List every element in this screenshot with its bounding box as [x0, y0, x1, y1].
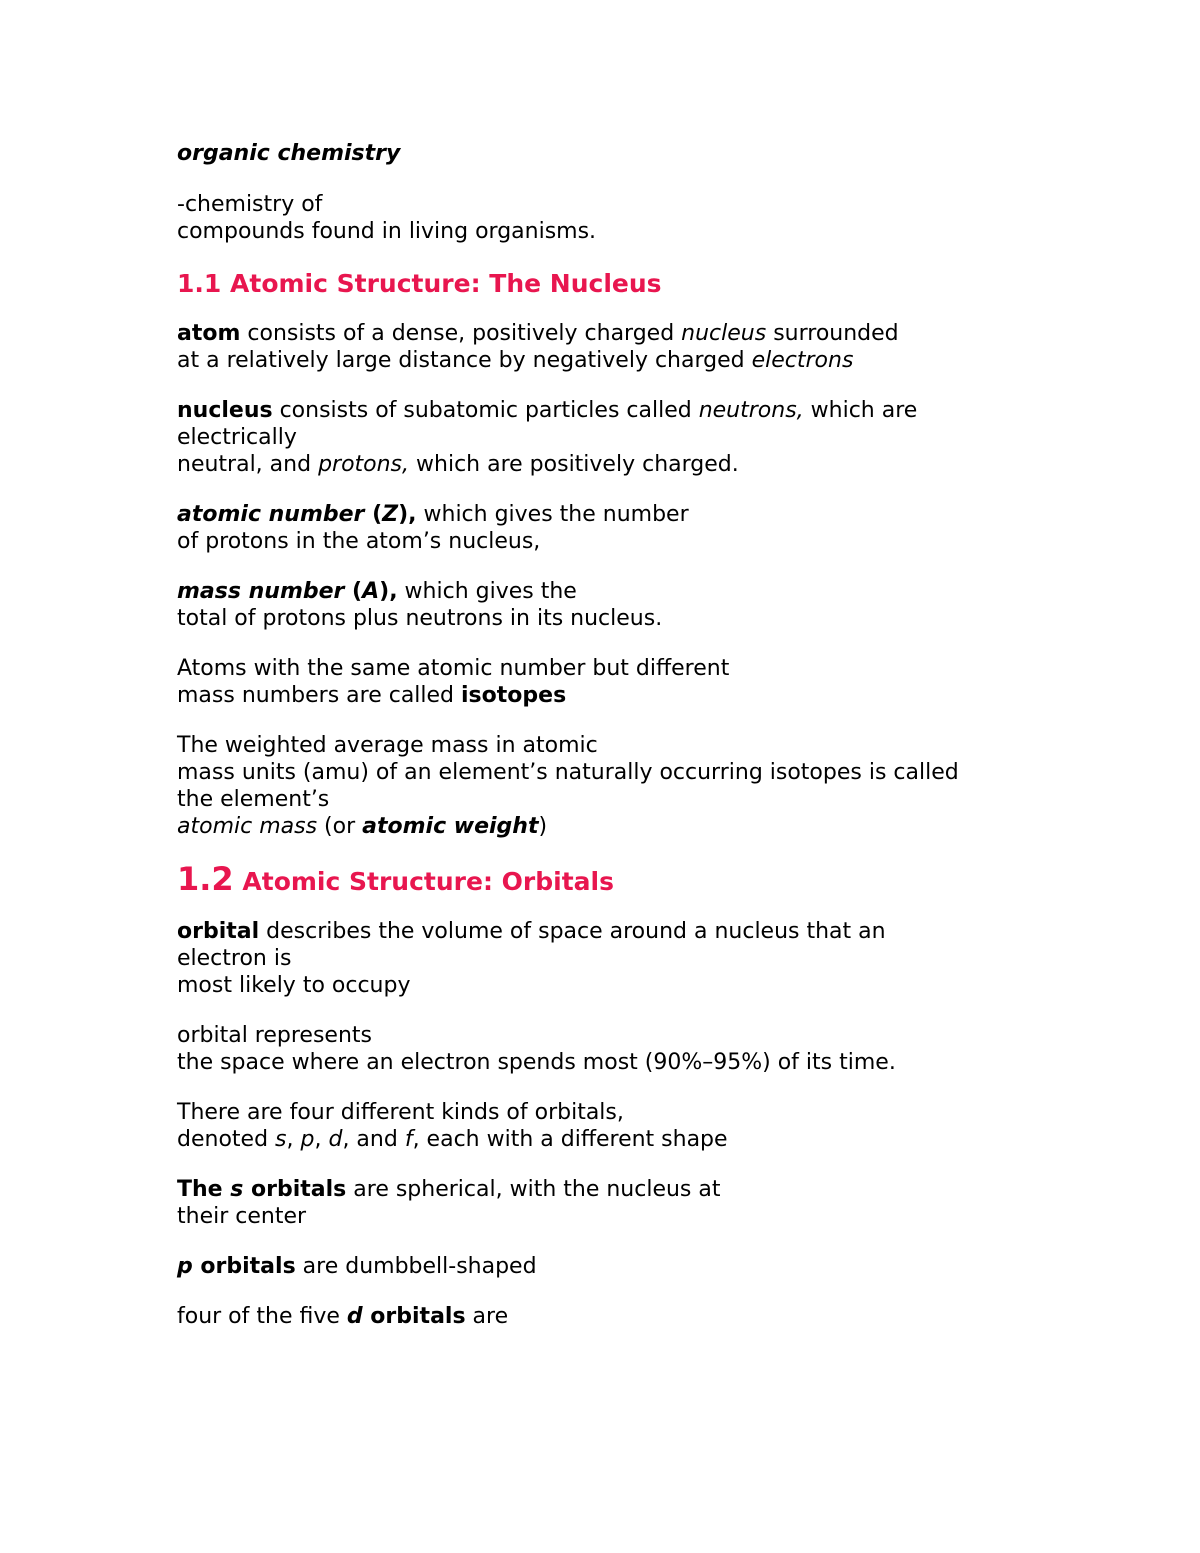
s-orbitals-the: The: [177, 1177, 231, 1202]
atomic-number-open: (: [364, 502, 383, 527]
section-2-title: Atomic Structure: Orbitals: [242, 867, 614, 896]
kinds-line-1: There are four different kinds of orbitals,: [177, 1100, 624, 1125]
kinds-line-2: [177, 1126, 1037, 1153]
protons-term-italic: protons,: [318, 452, 410, 477]
document-page: [177, 140, 1037, 1353]
kind-d: d: [328, 1127, 343, 1152]
orbital-term: orbital: [177, 919, 260, 944]
mass-number-text-1: which gives the: [397, 579, 577, 604]
atomic-mass-open: (or: [317, 814, 363, 839]
atomic-mass-line-2: mass units (amu) of an element’s naturally occurring isotopes is called: [177, 760, 959, 785]
kind-f: f: [404, 1127, 413, 1152]
atomic-number-text-1: which gives the number: [416, 502, 689, 527]
atomic-number-line-2: of protons in the atom’s nucleus,: [177, 529, 541, 554]
kinds-text-2: , each with a different shape: [412, 1127, 728, 1152]
d-orbitals-letter: d: [346, 1304, 363, 1329]
intro-line-2: compounds found in living organisms.: [177, 219, 597, 244]
nucleus-line-2: electrically: [177, 425, 297, 450]
atomic-number-line-1: [177, 501, 1037, 528]
s-orbitals-paragraph: [177, 1176, 1037, 1230]
nucleus-line-1: [177, 397, 1037, 424]
mass-number-paragraph: [177, 578, 1037, 632]
s-orbitals-term: orbitals: [243, 1177, 347, 1202]
atomic-mass-close: ): [538, 814, 548, 839]
orbital-def-text-1: describes the volume of space around a nucleus that an: [259, 919, 886, 944]
intro-line-1: -chemistry of: [177, 192, 323, 217]
section-2-number: 1.2: [177, 860, 234, 898]
s-orbitals-letter: s: [230, 1177, 244, 1202]
atomic-mass-paragraph: [177, 732, 1037, 840]
atom-term: atom: [177, 321, 241, 346]
kinds-sep-1: ,: [286, 1127, 301, 1152]
kinds-sep-2: ,: [314, 1127, 329, 1152]
electrons-term-italic: electrons: [751, 348, 854, 373]
atomic-mass-line-1: The weighted average mass in atomic: [177, 733, 598, 758]
isotopes-line-2: [177, 682, 1037, 709]
d-orbitals-term: orbitals: [362, 1304, 466, 1329]
atom-text-1: consists of a dense, positively charged: [240, 321, 682, 346]
s-orbitals-text-1: are spherical, with the nucleus at: [346, 1177, 721, 1202]
isotopes-line-1: Atoms with the same atomic number but different: [177, 656, 730, 681]
atomic-mass-line-3: the element’s: [177, 787, 330, 812]
mass-number-line-2: total of protons plus neutrons in its nucleus.: [177, 606, 663, 631]
mass-number-open: (: [344, 579, 363, 604]
atom-paragraph: [177, 320, 1037, 374]
s-orbitals-line-1: [177, 1176, 1037, 1203]
isotopes-term: isotopes: [461, 683, 567, 708]
isotopes-paragraph: [177, 655, 1037, 709]
document-title: organic chemistry: [177, 141, 401, 166]
atom-line-2: [177, 347, 1037, 374]
p-orbitals-text-1: are dumbbell-shaped: [295, 1254, 537, 1279]
d-orbitals-line-1: [177, 1303, 1037, 1330]
neutrons-term-italic: neutrons,: [698, 398, 804, 423]
section-1-heading: [177, 268, 1037, 300]
atomic-number-term: atomic number: [177, 502, 365, 527]
orbital-definition-paragraph: [177, 918, 1037, 999]
intro-paragraph: [177, 191, 1037, 245]
section-2-heading: [177, 860, 1037, 898]
nucleus-term-italic: nucleus: [681, 321, 767, 346]
mass-number-symbol: A: [362, 579, 380, 604]
nucleus-text-1: consists of subatomic particles called: [272, 398, 699, 423]
atomic-mass-line-4: [177, 813, 1037, 840]
isotopes-text: mass numbers are called: [177, 683, 462, 708]
nucleus-paragraph: [177, 397, 1037, 478]
atomic-number-close: ),: [398, 502, 417, 527]
s-orbitals-line-2: their center: [177, 1204, 307, 1229]
orbital-rep-line-2: the space where an electron spends most (90%–95%) of its time.: [177, 1050, 896, 1075]
atomic-weight-term: atomic weight: [362, 814, 539, 839]
p-orbitals-term: orbitals: [192, 1254, 296, 1279]
atomic-number-symbol: Z: [382, 502, 399, 527]
orbital-def-line-1: [177, 918, 1037, 945]
orbital-rep-line-1: orbital represents: [177, 1023, 372, 1048]
nucleus-line-3: [177, 451, 1037, 478]
orbital-def-line-3: most likely to occupy: [177, 973, 411, 998]
kinds-sep-3: , and: [342, 1127, 405, 1152]
kinds-text-1: denoted: [177, 1127, 276, 1152]
atom-line-1: [177, 320, 1037, 347]
p-orbitals-letter: p: [177, 1254, 193, 1279]
nucleus-text-3: neutral, and: [177, 452, 319, 477]
mass-number-term: mass number: [177, 579, 345, 604]
nucleus-term: nucleus: [177, 398, 273, 423]
p-orbitals-line-1: [177, 1253, 1037, 1280]
d-orbitals-paragraph: [177, 1303, 1037, 1330]
mass-number-line-1: [177, 578, 1037, 605]
atomic-number-paragraph: [177, 501, 1037, 555]
d-orbitals-text-1: four of the five: [177, 1304, 347, 1329]
nucleus-text-4: which are positively charged.: [409, 452, 739, 477]
section-1-number: 1.1: [177, 269, 222, 298]
mass-number-close: ),: [379, 579, 398, 604]
section-1-title: Atomic Structure: The Nucleus: [230, 269, 662, 298]
nucleus-text-2: which are: [803, 398, 918, 423]
atom-text-2: surrounded: [766, 321, 899, 346]
atomic-mass-term: atomic mass: [177, 814, 318, 839]
kind-p: p: [300, 1127, 315, 1152]
kind-s: s: [275, 1127, 287, 1152]
d-orbitals-text-2: are: [465, 1304, 509, 1329]
atom-text-3: at a relatively large distance by negatively charged: [177, 348, 752, 373]
orbital-def-line-2: electron is: [177, 946, 292, 971]
p-orbitals-paragraph: [177, 1253, 1037, 1280]
orbital-kinds-paragraph: [177, 1099, 1037, 1153]
orbital-represents-paragraph: [177, 1022, 1037, 1076]
